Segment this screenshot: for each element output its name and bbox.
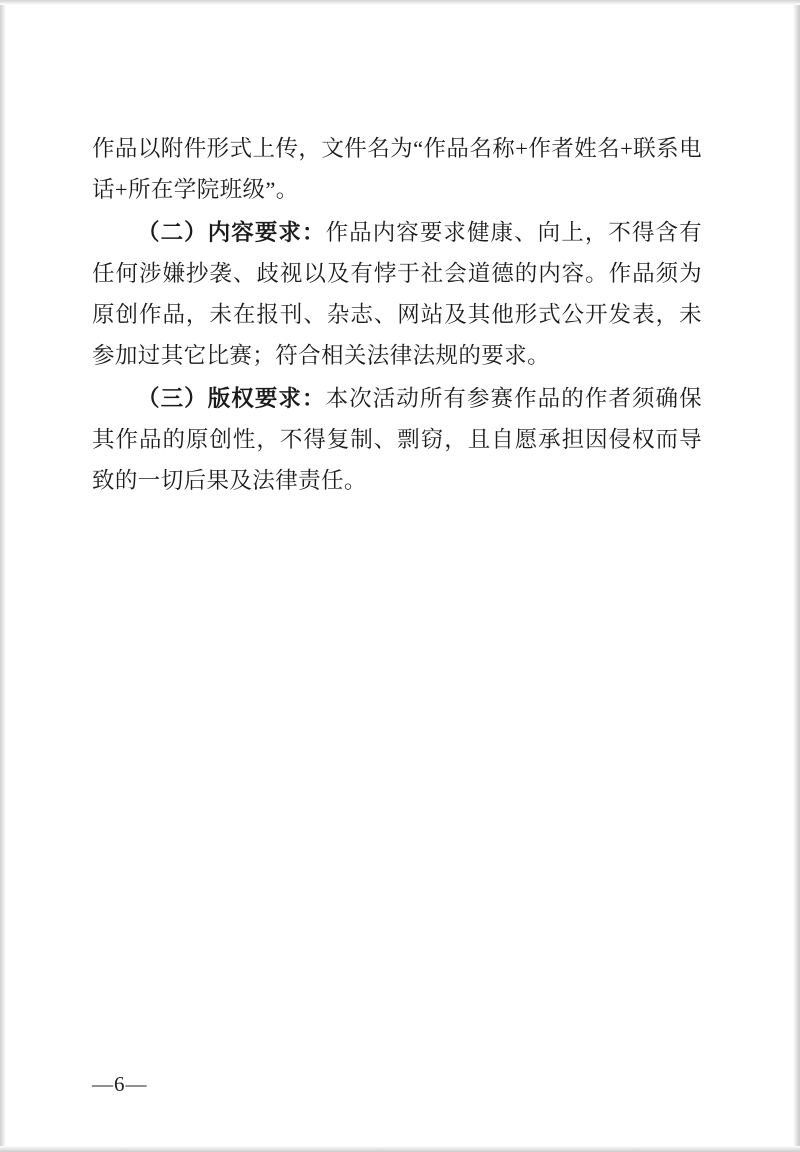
paragraph-lead-label: （二）内容要求： bbox=[137, 220, 326, 245]
paragraph-text: 作品以附件形式上传，文件名为“作品名称+作者姓名+联系电话+所在学院班级”。 bbox=[92, 136, 702, 202]
paragraph-copyright-requirement bbox=[92, 378, 702, 501]
paragraph-upload-format bbox=[92, 128, 702, 210]
paragraph-lead-label: （三）版权要求： bbox=[137, 386, 326, 411]
scan-edge-right bbox=[793, 0, 800, 1152]
paragraph-text: 本次活动所有参赛作品的作者须确保其作品的原创性，不得复制、剽窃，且自愿承担因侵权而导致的一切后果及法律责任。 bbox=[92, 386, 703, 493]
scan-edge-bottom bbox=[0, 1146, 800, 1152]
scan-edge-left bbox=[0, 0, 6, 1152]
page-number: —6— bbox=[92, 1072, 148, 1096]
scan-edge-top bbox=[0, 0, 800, 5]
paragraph-content-requirement bbox=[92, 212, 702, 376]
paragraph-text: 作品内容要求健康、向上，不得含有任何涉嫌抄袭、歧视以及有悖于社会道德的内容。作品须为原创作品，未在报刊、杂志、网站及其他形式公开发表，未参加过其它比赛；符合相关法律法规的要求。 bbox=[92, 220, 703, 368]
document-body bbox=[92, 128, 702, 501]
